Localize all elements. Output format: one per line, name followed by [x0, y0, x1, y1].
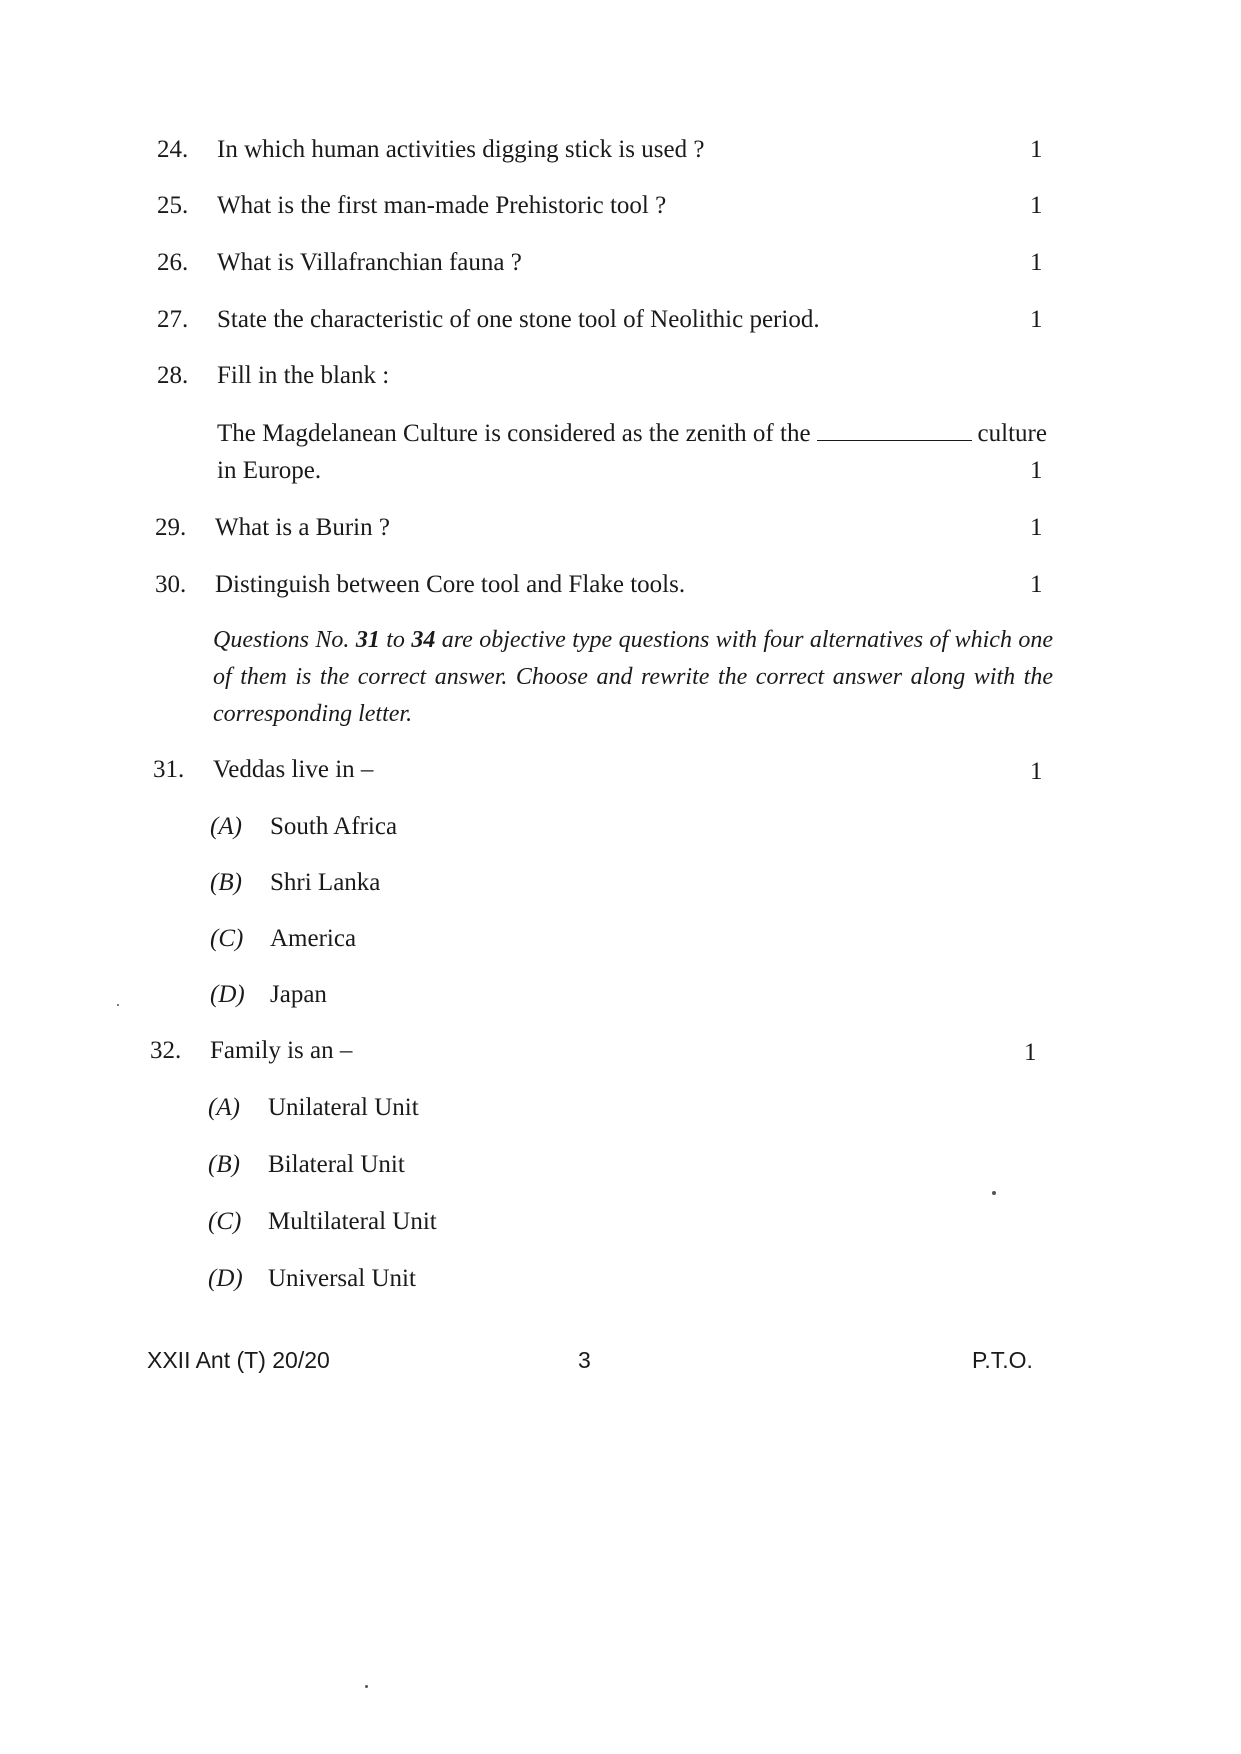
question-marks: 1 [1030, 306, 1043, 333]
option-label: (C) [210, 925, 244, 952]
objective-instructions [213, 622, 1053, 733]
scan-speck [117, 1004, 119, 1006]
question-text: What is the first man-made Prehistoric tool ? [217, 192, 667, 219]
question-number: 24. [157, 136, 189, 163]
scan-speck [365, 1685, 368, 1688]
question-text: Distinguish between Core tool and Flake tools. [215, 571, 686, 598]
question-number: 29. [155, 514, 187, 541]
question-number: 32. [150, 1037, 182, 1064]
question-marks: 1 [1030, 758, 1043, 785]
question-text: What is Villafranchian fauna ? [217, 249, 522, 276]
instruction-mid: to [379, 627, 412, 653]
sentence-line2: in Europe. [217, 457, 322, 484]
option-text: Japan [270, 981, 327, 1008]
option-label: (B) [210, 869, 242, 896]
option-label: (C) [208, 1208, 242, 1235]
option-label: (A) [208, 1094, 240, 1121]
question-marks: 1 [1030, 571, 1043, 598]
option-text: Multilateral Unit [268, 1208, 437, 1235]
option-label: (A) [210, 813, 242, 840]
question-number: 30. [155, 571, 187, 598]
question-number: 26. [157, 249, 189, 276]
answer-blank [817, 439, 972, 441]
option-text: Universal Unit [268, 1265, 416, 1292]
fill-blank-sentence [217, 419, 1047, 449]
instruction-from: 31 [355, 627, 380, 653]
question-marks: 1 [1030, 249, 1043, 276]
option-text: Unilateral Unit [268, 1094, 419, 1121]
question-marks: 1 [1030, 192, 1043, 219]
question-text: What is a Burin ? [215, 514, 390, 541]
question-text: Family is an – [210, 1037, 353, 1064]
option-text: Shri Lanka [270, 869, 381, 896]
paper-code: XXII Ant (T) 20/20 [147, 1347, 330, 1373]
option-label: (D) [208, 1265, 243, 1292]
sentence-start: The Magdelanean Culture is considered as the zenith of the [217, 420, 811, 447]
page-number: 3 [578, 1347, 591, 1373]
question-text: In which human activities digging stick is used ? [217, 136, 705, 163]
option-text: America [270, 925, 357, 952]
question-marks: 1 [1024, 1039, 1037, 1066]
instruction-to: 34 [411, 627, 436, 653]
option-label: (D) [210, 981, 245, 1008]
please-turn-over: P.T.O. [972, 1347, 1033, 1373]
question-text: Fill in the blank : [217, 362, 390, 389]
option-label: (B) [208, 1151, 240, 1178]
sentence-end: culture [977, 420, 1047, 447]
question-number: 31. [153, 756, 185, 783]
instruction-prefix: Questions No. [213, 627, 356, 653]
question-number: 27. [157, 306, 189, 333]
question-number: 28. [157, 362, 189, 389]
question-number: 25. [157, 192, 189, 219]
instruction-suffix: are objective type questions with four alternatives of which one of them is the correct answer. Choose and rewrite the correct answer along with the corresponding letter. [213, 627, 1054, 727]
question-marks: 1 [1030, 457, 1043, 484]
scan-speck [992, 1191, 996, 1195]
question-text: State the characteristic of one stone tool of Neolithic period. [217, 306, 820, 333]
fill-blank-line2 [217, 456, 321, 486]
option-text: Bilateral Unit [268, 1151, 405, 1178]
question-text: Veddas live in – [213, 756, 374, 783]
question-marks: 1 [1030, 514, 1043, 541]
option-text: South Africa [270, 813, 398, 840]
question-marks: 1 [1030, 136, 1043, 163]
